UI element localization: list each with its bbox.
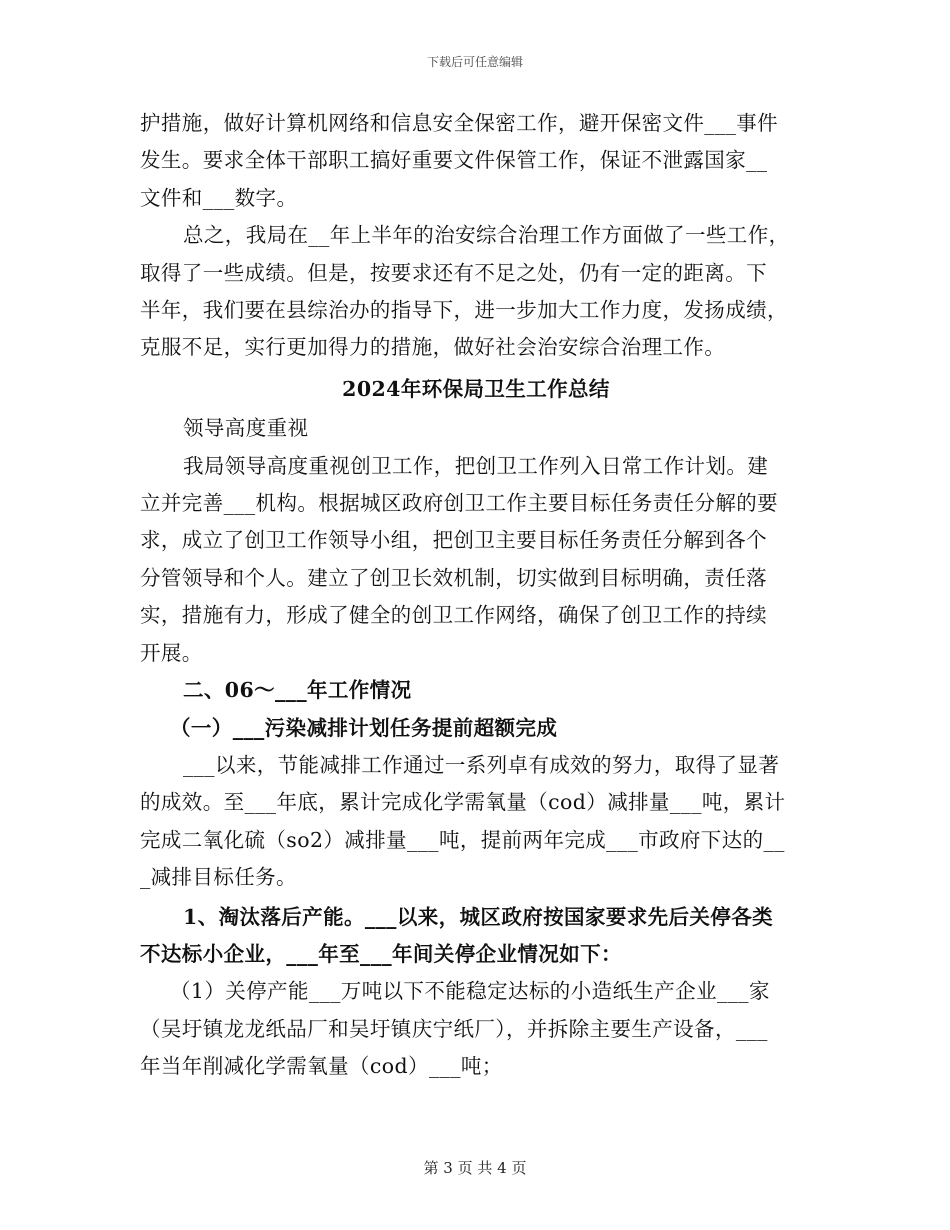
paragraph-line: 护措施，做好计算机网络和信息安全保密工作，避开保密文件___事件 <box>140 111 779 135</box>
paragraph-line: ___以来，节能减排工作通过一系列卓有成效的努力，取得了显著 <box>183 752 780 777</box>
section-heading: 二、06～___年工作情况 <box>183 678 412 703</box>
paragraph-line: 完成二氧化硫（so2）减排量___吨，提前两年完成___市政府下达的__ <box>140 827 785 852</box>
paragraph-line: 实，措施有力，形成了健全的创卫工作网络，确保了创卫工作的持续 <box>140 603 767 628</box>
paragraph-line: _减排目标任务。 <box>140 865 297 890</box>
paragraph-line: 总之，我局在__年上半年的治安综合治理工作方面做了一些工作， <box>183 223 790 248</box>
paragraph-line: 文件和___数字。 <box>140 185 298 210</box>
paragraph-line: 年当年削减化学需氧量（cod）___吨； <box>140 1054 503 1079</box>
paragraph-line: 我局领导高度重视创卫工作，把创卫工作列入日常工作计划。建 <box>183 453 769 478</box>
paragraph-line: 取得了一些成绩。但是，按要求还有不足之处，仍有一定的距离。下 <box>140 260 767 285</box>
paragraph-line: 开展。 <box>140 640 203 665</box>
page-footer: 第 3 页 共 4 页 <box>423 1159 527 1177</box>
page-header: 下载后可任意编辑 <box>426 55 523 69</box>
bold-paragraph-line: 不达标小企业，___年至___年间关停企业情况如下： <box>140 941 622 966</box>
paragraph-line: 求，成立了创卫工作领导小组，把创卫主要目标任务责任分解到各个 <box>140 528 767 553</box>
paragraph-line: （吴圩镇龙龙纸品厂和吴圩镇庆宁纸厂），并拆除主要生产设备，___ <box>140 1016 768 1041</box>
list-item-line: （1）关停产能___万吨以下不能稳定达标的小造纸生产企业___家 <box>170 979 770 1004</box>
section-heading: 领导高度重视 <box>183 416 309 441</box>
subsection-heading: （一）___污染减排计划任务提前超额完成 <box>170 715 558 740</box>
paragraph-line: 的成效。至___年底，累计完成化学需氧量（cod）减排量___吨，累计 <box>140 790 786 815</box>
paragraph-line: 分管领导和个人。建立了创卫长效机制，切实做到目标明确，责任落 <box>140 565 767 590</box>
body-text-block <box>140 105 812 1086</box>
paragraph-line: 立并完善___机构。根据城区政府创卫工作主要目标任务责任分解的要 <box>140 491 779 516</box>
paragraph-line: 半年，我们要在县综治办的指导下，进一步加大工作力度，发扬成绩， <box>140 298 788 323</box>
paragraph-line: 克服不足，实行更加得力的措施，做好社会治安综合治理工作。 <box>140 335 726 360</box>
bold-paragraph-line: 1、淘汰落后产能。___以来，城区政府按国家要求先后关停各类 <box>183 904 774 929</box>
document-title: 2024年环保局卫生工作总结 <box>342 376 610 401</box>
paragraph-line: 发生。要求全体干部职工搞好重要文件保管工作，保证不泄露国家__ <box>140 148 768 173</box>
